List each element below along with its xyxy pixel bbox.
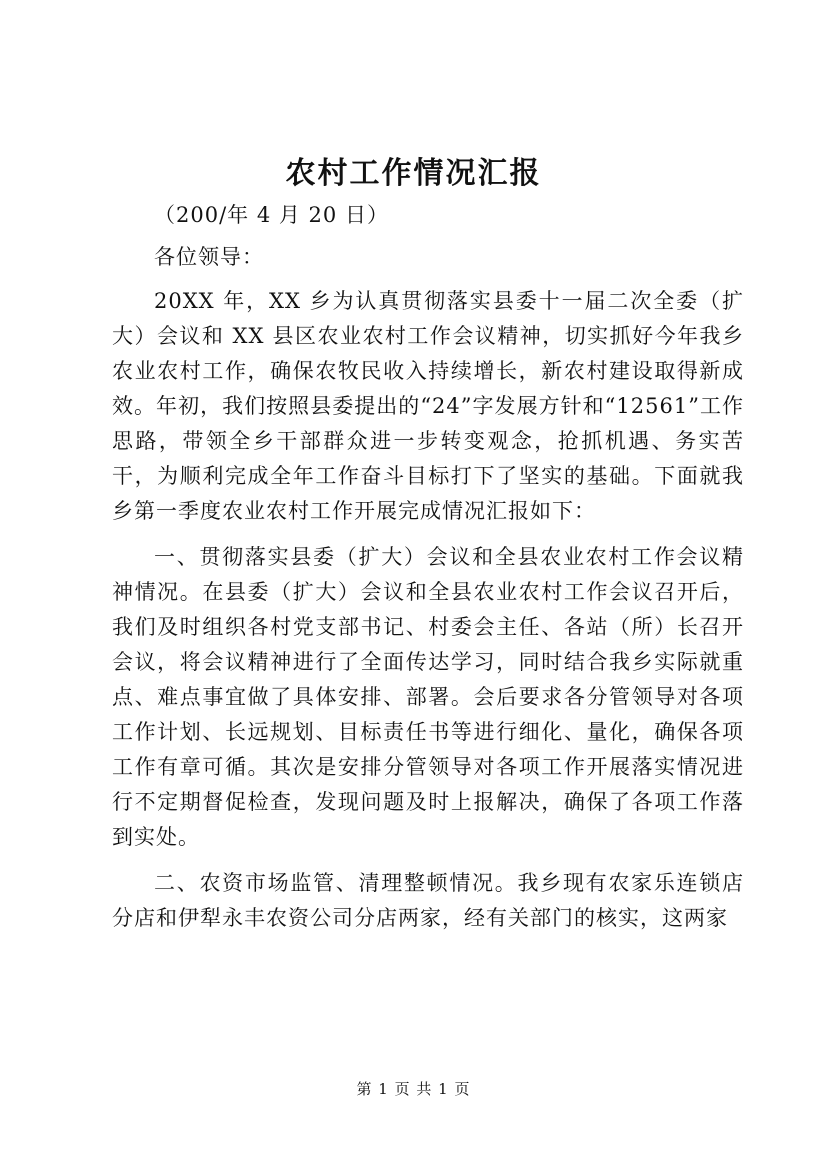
- paragraph-section-one: 一、贯彻落实县委（扩大）会议和全县农业农村工作会议精神情况。在县委（扩大）会议和全县农业农村工作会议召开后，我们及时组织各村党支部书记、村委会主任、各站（所）长召开会议，将会议精神进行了全面传达学习，同时结合我乡实际就重点、难点事宜做了具体安排、部署。会后要求各分管领导对各项工作计划、长远规划、目标责任书等进行细化、量化，确保各项工作有章可循。其次是安排分管领导对各项工作开展落实情况进行不定期督促检查，发现问题及时上报解决，确保了各项工作落到实处。: [112, 545, 744, 849]
- document-body: [112, 198, 744, 936]
- document-title: 农村工作情况汇报: [285, 156, 542, 191]
- paragraph-intro: 20XX 年，XX 乡为认真贯彻落实县委十一届二次全委（扩大）会议和 XX 县区农业农村工作会议精神，切实抓好今年我乡农业农村工作，确保农牧民收入持续增长，新农村建设取得新成效。年初，我们按照县委提出的“24”字发展方针和“12561”工作思路，带领全乡干部群众进一步转变观念，抢抓机遇、务实苦干，为顺利完成全年工作奋斗目标打下了坚实的基础。下面就我乡第一季度农业农村工作开展完成情况汇报如下：: [112, 289, 744, 523]
- paragraph-section-two: 二、农资市场监管、清理整顿情况。我乡现有农家乐连锁店分店和伊犁永丰农资公司分店两家，经有关部门的核实，这两家: [112, 871, 744, 930]
- page-footer: 第 1 页 共 1 页: [356, 1080, 471, 1098]
- date-line: （200/年 4 月 20 日）: [154, 203, 389, 227]
- greeting: 各位领导：: [154, 245, 264, 269]
